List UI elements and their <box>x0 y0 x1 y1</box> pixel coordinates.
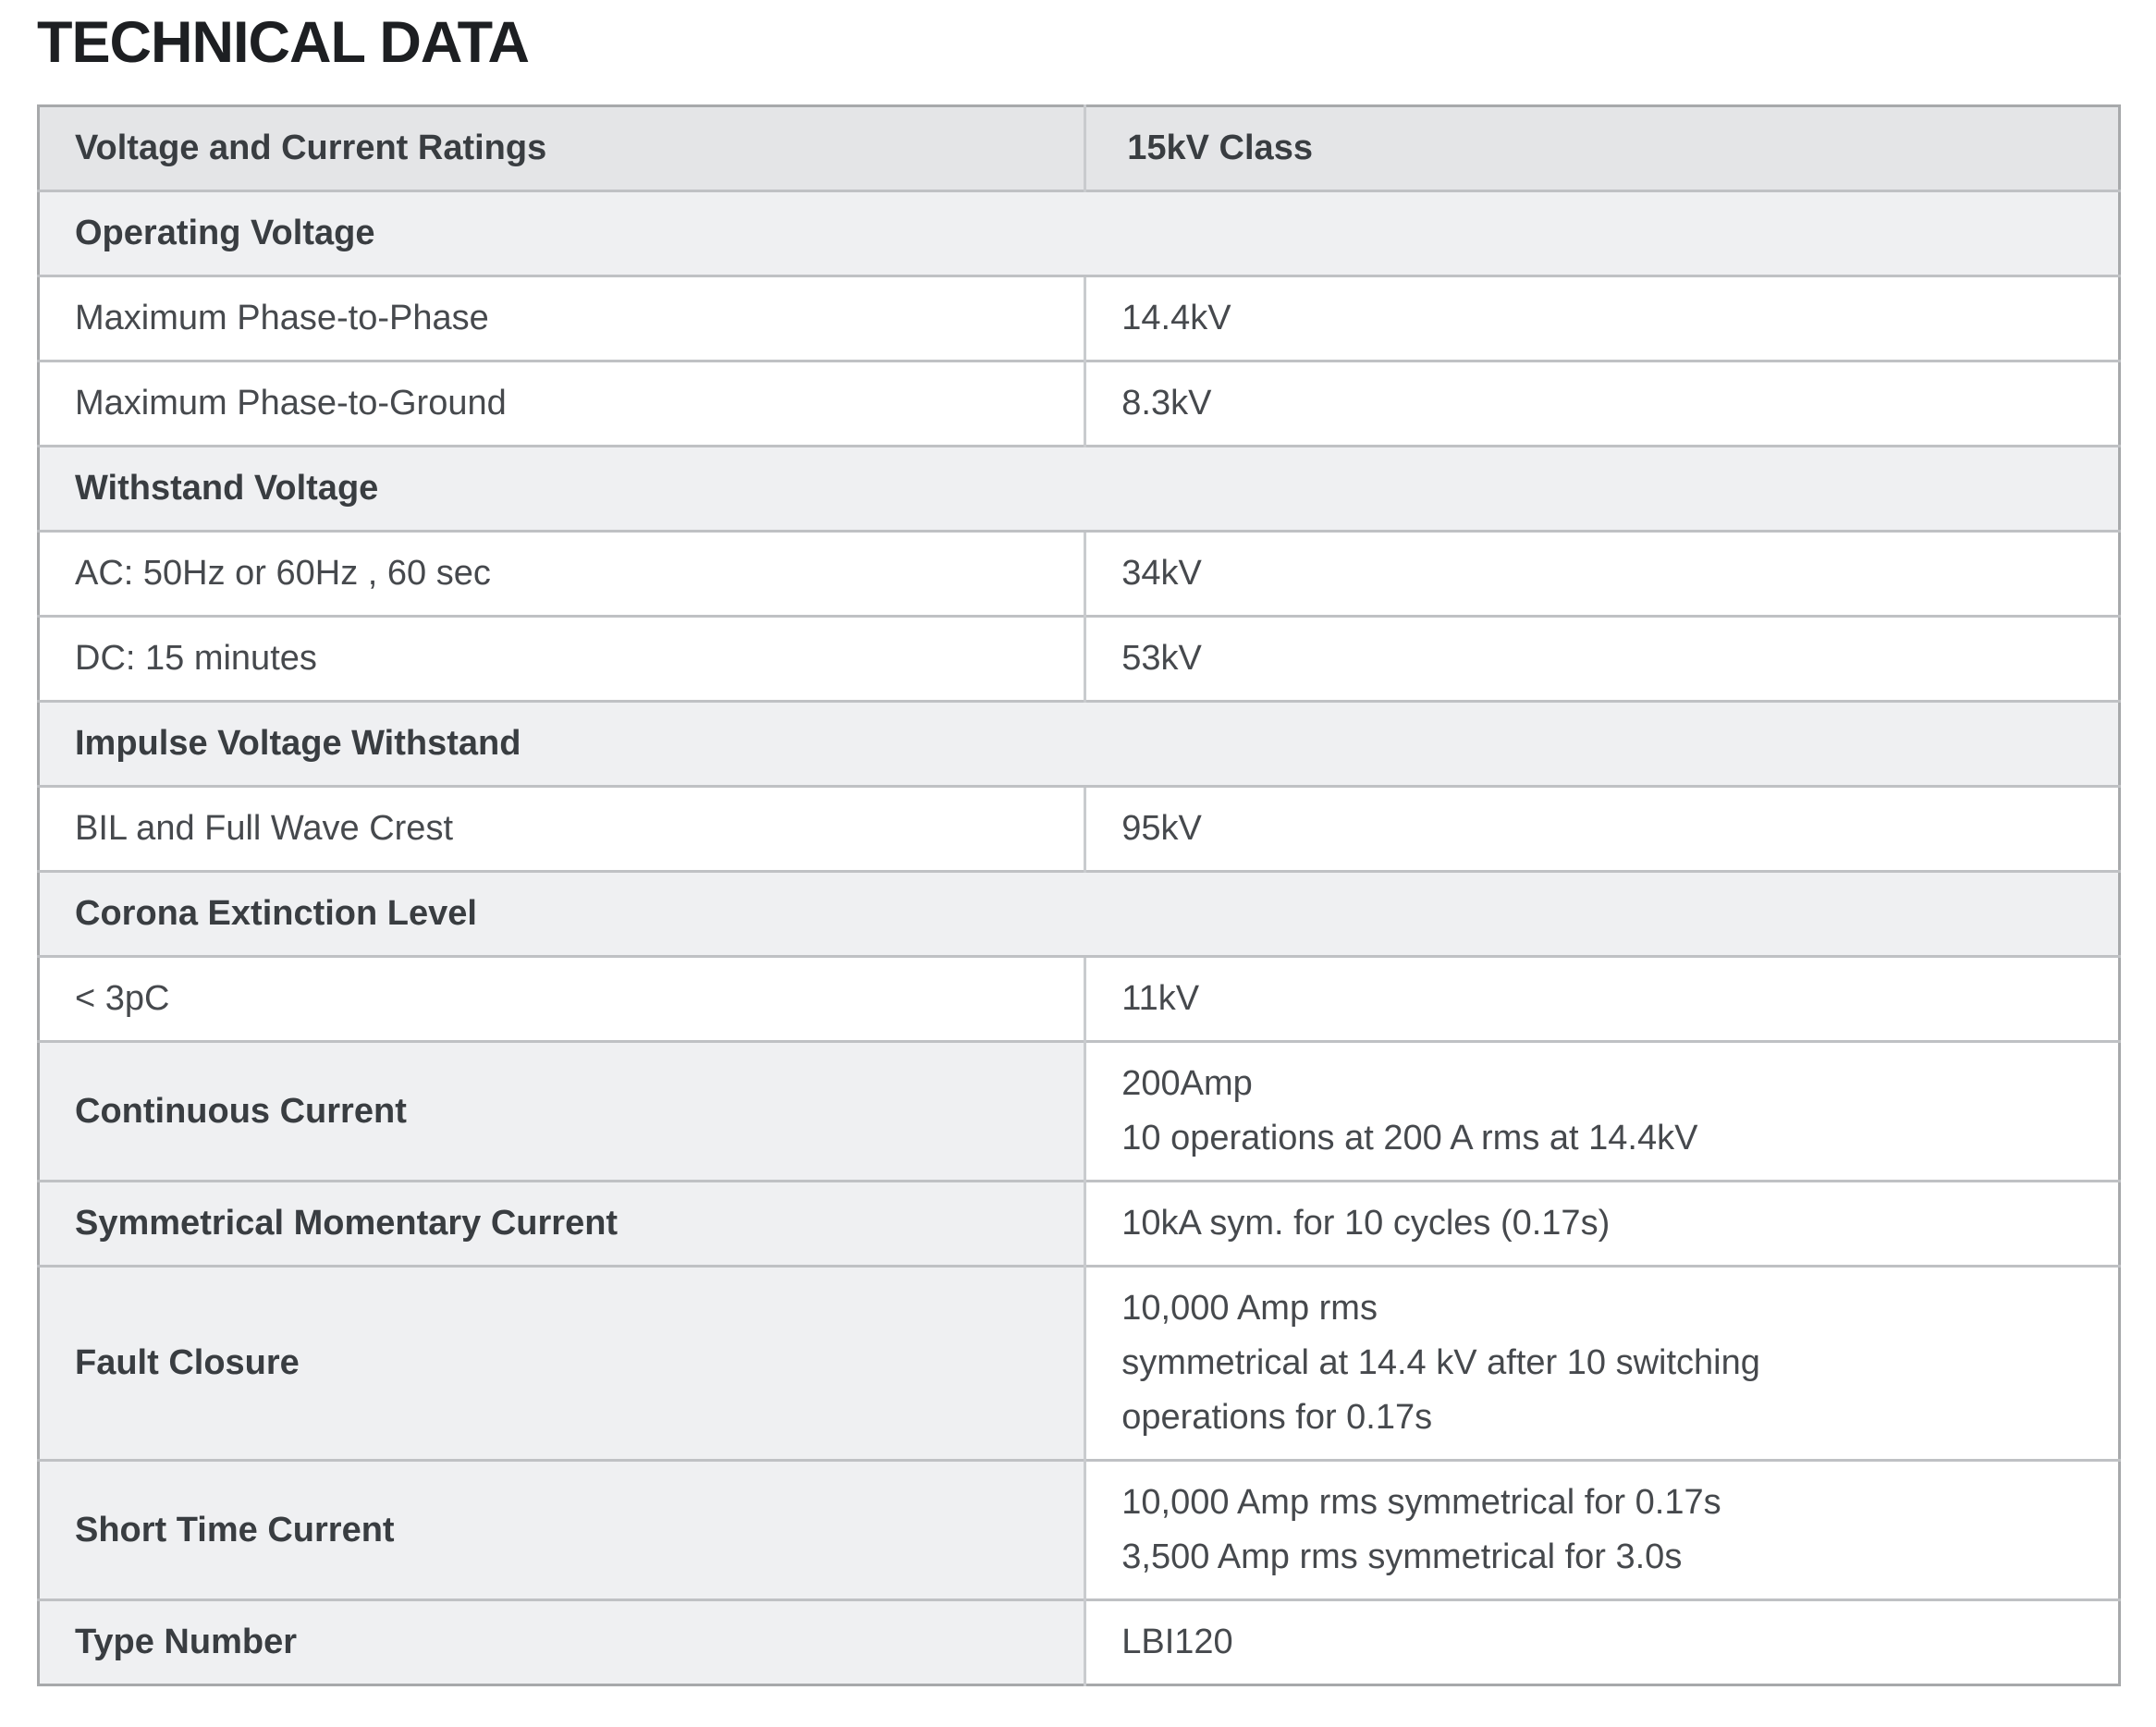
section-row-corona-extinction-level <box>39 872 2120 957</box>
page-title: TECHNICAL DATA <box>37 10 529 75</box>
column-header-15kv-class: 15kV Class <box>1085 106 2120 191</box>
row-label: Continuous Current <box>39 1042 1085 1182</box>
row-label: Short Time Current <box>39 1461 1085 1600</box>
row-label: Type Number <box>39 1600 1085 1685</box>
row-value: 14.4kV <box>1085 276 2120 361</box>
table-row <box>39 361 2120 447</box>
row-label: Fault Closure <box>39 1267 1085 1461</box>
table-row-continuous-current <box>39 1042 2120 1182</box>
value-line: 10kA sym. for 10 cycles (0.17s) <box>1121 1204 1611 1243</box>
technical-data-table <box>37 104 2121 1686</box>
table-row-symmetrical-momentary-current <box>39 1182 2120 1267</box>
value-line: LBI120 <box>1121 1623 1233 1662</box>
row-label: BIL and Full Wave Crest <box>39 787 1085 872</box>
section-row-withstand-voltage <box>39 447 2120 532</box>
table-header-row <box>39 106 2120 191</box>
row-label: AC: 50Hz or 60Hz , 60 sec <box>39 532 1085 617</box>
row-label: Maximum Phase-to-Ground <box>39 361 1085 447</box>
section-label: Operating Voltage <box>39 191 2120 276</box>
table-row-type-number <box>39 1600 2120 1685</box>
section-label: Withstand Voltage <box>39 447 2120 532</box>
section-row-operating-voltage <box>39 191 2120 276</box>
table-row-fault-closure <box>39 1267 2120 1461</box>
section-label: Impulse Voltage Withstand <box>39 702 2120 787</box>
row-label: Symmetrical Momentary Current <box>39 1182 1085 1267</box>
table-row <box>39 532 2120 617</box>
row-value: 8.3kV <box>1085 361 2120 447</box>
section-label: Corona Extinction Level <box>39 872 2120 957</box>
row-value: 53kV <box>1085 617 2120 702</box>
value-line: 10 operations at 200 A rms at 14.4kV <box>1121 1119 1698 1158</box>
row-label: Maximum Phase-to-Phase <box>39 276 1085 361</box>
row-label: DC: 15 minutes <box>39 617 1085 702</box>
value-line: 10,000 Amp rms symmetrical for 0.17s <box>1121 1483 1721 1523</box>
value-line: operations for 0.17s <box>1121 1398 1433 1438</box>
table-row <box>39 617 2120 702</box>
row-label: < 3pC <box>39 957 1085 1042</box>
row-value: 95kV <box>1085 787 2120 872</box>
table-row <box>39 787 2120 872</box>
value-line: symmetrical at 14.4 kV after 10 switching <box>1121 1343 1760 1383</box>
table-row-short-time-current <box>39 1461 2120 1600</box>
table-row <box>39 957 2120 1042</box>
row-value <box>1085 1182 2120 1267</box>
value-line: 10,000 Amp rms <box>1121 1289 1378 1329</box>
row-value <box>1085 1042 2120 1182</box>
value-line: 3,500 Amp rms symmetrical for 3.0s <box>1121 1537 1683 1577</box>
row-value: 34kV <box>1085 532 2120 617</box>
row-value: 11kV <box>1085 957 2120 1042</box>
section-row-impulse-voltage-withstand <box>39 702 2120 787</box>
row-value <box>1085 1461 2120 1600</box>
table-row <box>39 276 2120 361</box>
value-line: 200Amp <box>1121 1064 1253 1104</box>
column-header-voltage-current-ratings: Voltage and Current Ratings <box>39 106 1085 191</box>
row-value <box>1085 1267 2120 1461</box>
row-value <box>1085 1600 2120 1685</box>
